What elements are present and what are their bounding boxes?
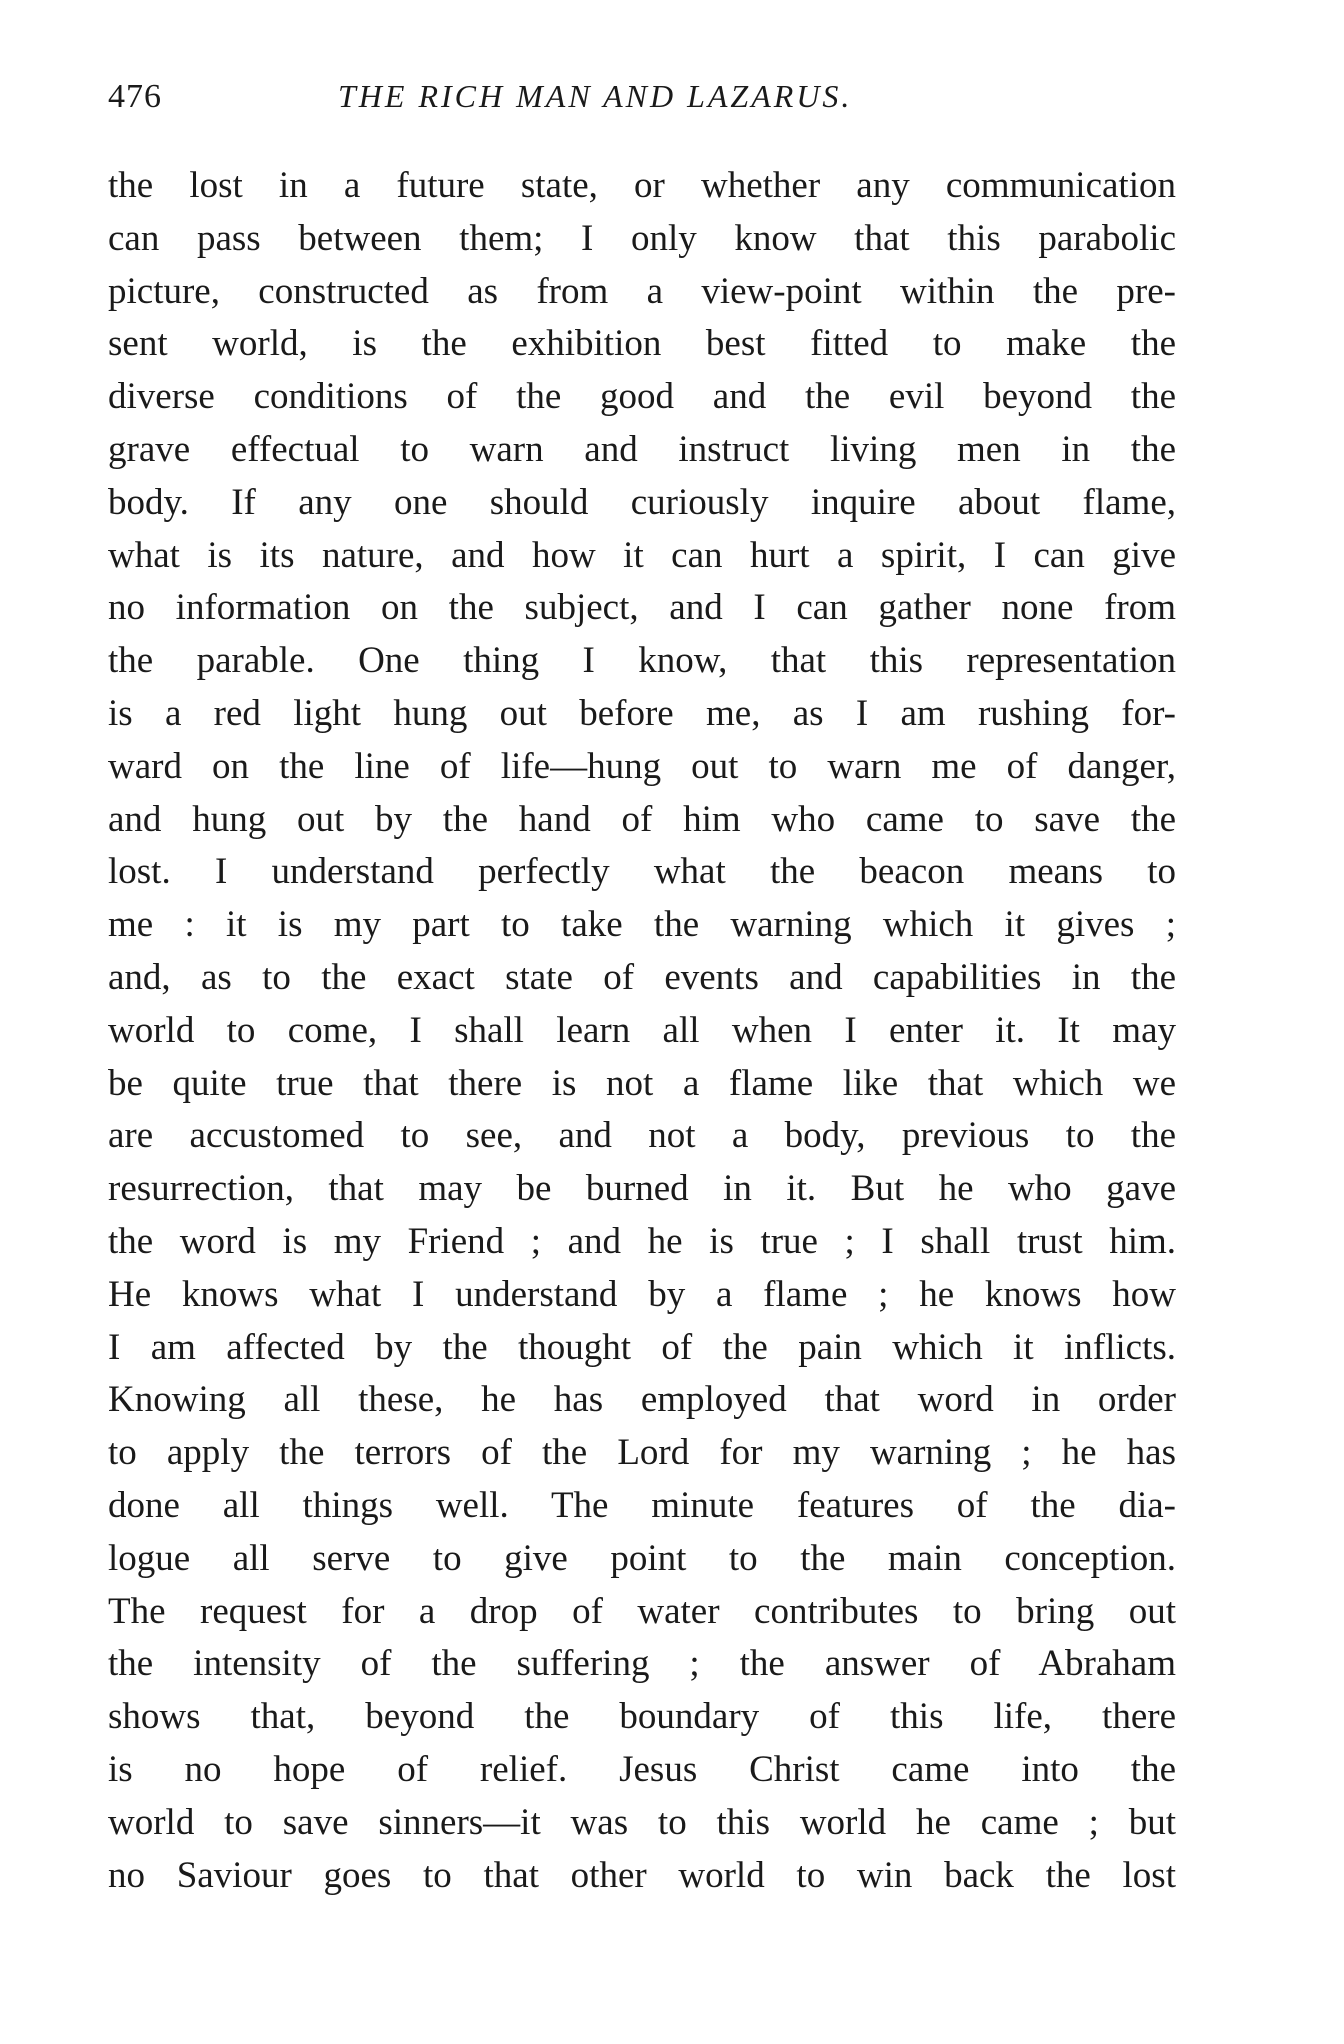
running-title: THE RICH MAN AND LAZARUS. (338, 78, 853, 114)
text-line: no Saviour goes to that other world to win back the lost (108, 1854, 1176, 1896)
text-line: ward on the line of life—hung out to warn me of danger, (108, 745, 1176, 787)
text-line: shows that, beyond the boundary of this life, there (108, 1696, 1176, 1738)
text-line: the lost in a future state, or whether any communication (108, 165, 1176, 206)
text-line: the parable. One thing I know, that this representation (108, 640, 1176, 682)
text-line: The request for a drop of water contributes to bring out (108, 1590, 1176, 1632)
text-line: lost. I understand perfectly what the beacon means to (108, 851, 1176, 893)
text-line: He knows what I understand by a flame ; he knows how (108, 1273, 1176, 1315)
text-line: Knowing all these, he has employed that word in order (108, 1379, 1176, 1421)
text-line: logue all serve to give point to the main conception. (108, 1537, 1176, 1579)
text-line: what is its nature, and how it can hurt a spirit, I can give (108, 534, 1176, 576)
text-line: no information on the subject, and I can gather none from (108, 587, 1176, 629)
text-line: is no hope of relief. Jesus Christ came into the (108, 1748, 1176, 1790)
text-line: diverse conditions of the good and the evil beyond the (108, 376, 1176, 418)
text-line: to apply the terrors of the Lord for my warning ; he has (108, 1432, 1176, 1474)
text-line: me : it is my part to take the warning which it gives ; (108, 904, 1176, 946)
page-number: 476 (108, 78, 162, 115)
text-line: can pass between them; I only know that this parabolic (108, 217, 1176, 259)
text-line: and, as to the exact state of events and capabilities in the (108, 956, 1176, 998)
text-line: picture, constructed as from a view-point within the pre- (108, 270, 1176, 312)
text-line: the intensity of the suffering ; the answer of Abraham (108, 1643, 1176, 1685)
text-line: resurrection, that may be burned in it. But he who gave (108, 1168, 1176, 1210)
text-line: world to come, I shall learn all when I enter it. It may (108, 1009, 1176, 1051)
text-line: be quite true that there is not a flame like that which we (108, 1062, 1176, 1104)
text-line: body. If any one should curiously inquire about flame, (108, 481, 1176, 523)
text-line: done all things well. The minute features of the dia- (108, 1484, 1176, 1526)
text-line: and hung out by the hand of him who came to save the (108, 798, 1176, 840)
running-head (108, 78, 1178, 128)
body-text (108, 160, 1176, 1902)
text-line: is a red light hung out before me, as I am rushing for- (108, 692, 1176, 734)
text-line: world to save sinners—it was to this world he came ; but (108, 1801, 1176, 1843)
text-line: are accustomed to see, and not a body, previous to the (108, 1115, 1176, 1157)
text-line: sent world, is the exhibition best fitted to make the (108, 323, 1176, 365)
text-line: I am affected by the thought of the pain which it inflicts. (108, 1326, 1176, 1368)
text-line: the word is my Friend ; and he is true ; I shall trust him. (108, 1220, 1176, 1262)
text-line: grave effectual to warn and instruct living men in the (108, 428, 1176, 470)
